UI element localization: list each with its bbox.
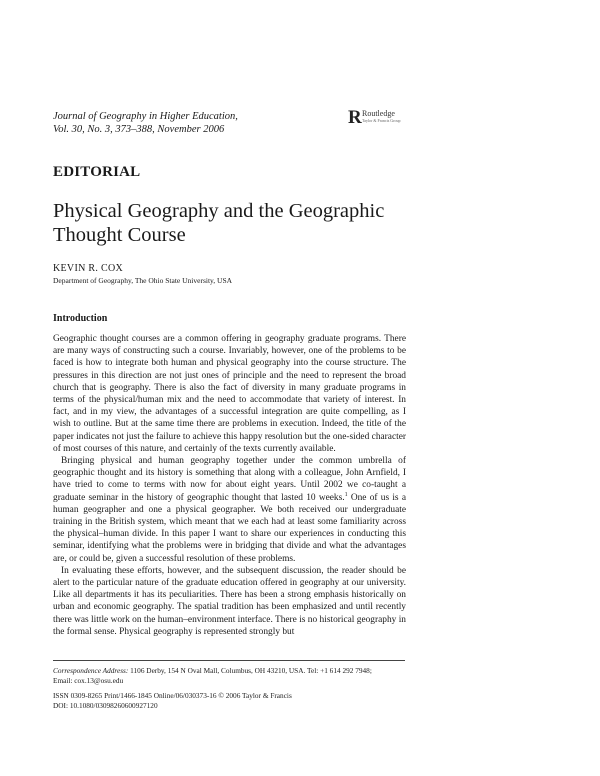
- correspondence-address: 1106 Derby, 154 N Oval Mall, Columbus, OH 43210, USA. Tel: +1 614 292 7948;: [128, 666, 372, 675]
- journal-name: Journal of Geography in Higher Education,: [53, 111, 238, 122]
- paragraph-2: [53, 455, 406, 565]
- body-text: [53, 333, 406, 638]
- paragraph-1: Geographic thought courses are a common offering in geography graduate programs. There are many ways of constructing such a course. Invariably, however, one of the problems to be faced is how to integrate both human and physical geography into the course structure. The pressures in this direction are not just ones of principle and the need to represent the broad church that is geography. There is also the fact of diversity in many graduate programs in terms of the physical/human mix and the need to accommodate that variety of interest. In fact, and in my view, the advantages of a successful integration are quite compelling, as I wish to outline. But at the same time there are problems in execution. Indeed, the title of the paper indicates not just the failure to achieve this happy resolution but the one-sided character of most courses of this nature, and certainly of the texts currently available.: [53, 334, 406, 454]
- author-affiliation: Department of Geography, The Ohio State University, USA: [53, 276, 233, 285]
- routledge-logo-icon: R: [348, 107, 362, 128]
- publisher-name: Routledge: [362, 109, 395, 118]
- doi-line[interactable]: DOI: 10.1080/03098260600927120: [53, 701, 158, 710]
- publisher-logo: [348, 108, 438, 130]
- article-title-line-1: Physical Geography and the Geographic: [53, 200, 385, 222]
- paragraph-3: In evaluating these efforts, however, and the subsequent discussion, the reader should be alert to the particular nature of the graduate education offered in geography at our university. Like all departments it has its peculiarities. There has been a strong emphasis historically on urban and economic geography. The spatial tradition has been emphasized and until recently there was little work on the human–environment interface. There is no historical geography in the formal sense. Physical geography is represented strongly but: [53, 565, 406, 637]
- publisher-group: Taylor & Francis Group: [362, 118, 401, 123]
- journal-issue: Vol. 30, No. 3, 373–388, November 2006: [53, 124, 225, 135]
- paragraph-2-text-a: Bringing physical and human geography together under the common umbrella of geographic thought and its history is something that along with a colleague, John Arnfield, I have tried to come to terms with now for about eight years. Until 2002 we co-taught a graduate seminar in the history of geographic thought that lasted 10 weeks.: [53, 456, 406, 503]
- correspondence-label: Correspondence Address:: [53, 666, 129, 675]
- email-line[interactable]: Email: cox.13@osu.edu: [53, 676, 124, 685]
- journal-citation: [53, 110, 238, 136]
- article-title-line-2: Thought Course: [53, 224, 186, 246]
- footer: [53, 666, 406, 711]
- footer-divider: [53, 660, 405, 661]
- article-title: [53, 199, 433, 247]
- correspondence-line: [53, 666, 406, 676]
- paragraph-2-text-b: One of us is a human geographer and one a physical geographer. We both received our undergraduate training in the British system, which meant that we each had at least some familiarity across the physical–human divide. In this paper I want to share our experiences in conducting this seminar, identifying what the problems were in bridging that divide and what the advantages are, or could be, given a successful resolution of these problems.: [53, 492, 406, 564]
- footnote-marker[interactable]: 1: [344, 491, 348, 498]
- section-label: EDITORIAL: [53, 164, 141, 180]
- section-heading: Introduction: [53, 313, 108, 324]
- issn-line: ISSN 0309-8265 Print/1466-1845 Online/06/030373-16 © 2006 Taylor & Francis: [53, 691, 292, 700]
- author-name: KEVIN R. COX: [53, 263, 123, 274]
